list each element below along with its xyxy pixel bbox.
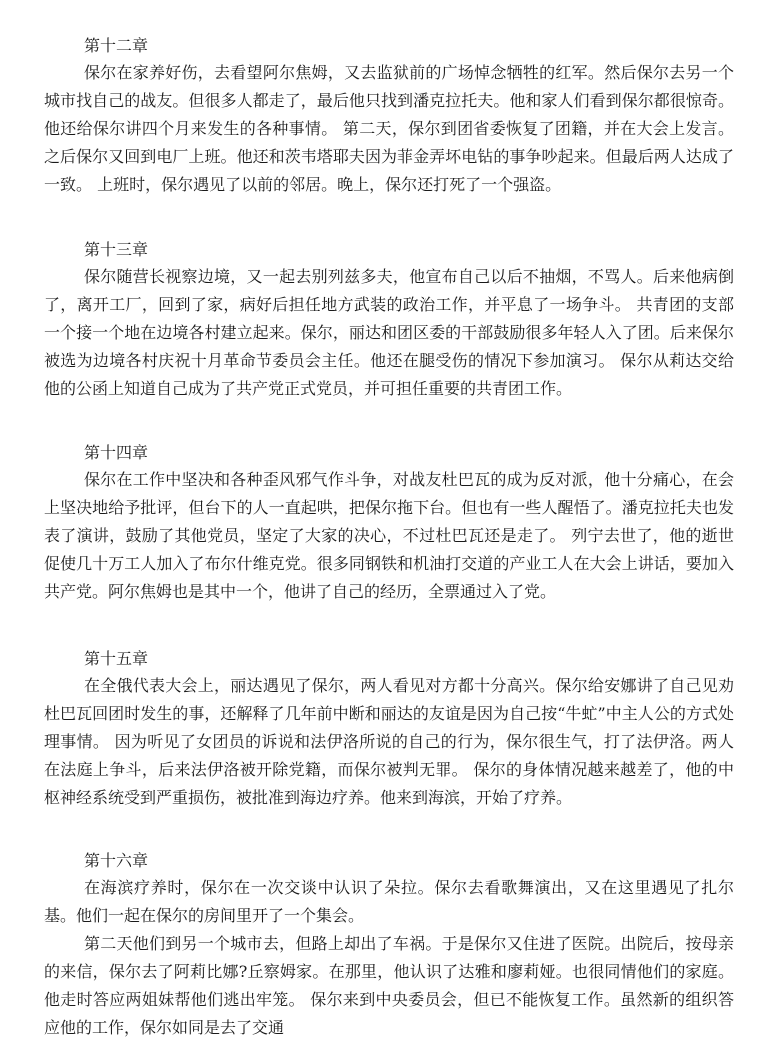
chapter-12 bbox=[44, 32, 734, 199]
chapter-title: 第十四章 bbox=[84, 443, 149, 462]
chapter-paragraph: 保尔在家养好伤，去看望阿尔焦姆，又去监狱前的广场悼念牺牲的红军。然后保尔去另一个城市找自己的战友。但很多人都走了，最后他只找到潘克拉托夫。他和家人们看到保尔都很惊奇。他还给保尔讲四个月来发生的各种事情。 第二天，保尔到团省委恢复了团籍，并在大会上发言。之后保尔又回到电厂上班。他还和茨韦塔耶夫因为菲金弄坏电钻的事争吵起来。但最后两人达成了一致。 上班时，保尔遇见了以前的邻居。晚上，保尔还打死了一个强盗。 bbox=[44, 63, 734, 194]
chapter-13 bbox=[44, 236, 734, 403]
chapter-title: 第十六章 bbox=[84, 851, 149, 870]
chapter-title: 第十三章 bbox=[84, 240, 149, 259]
chapter-paragraph: 保尔在工作中坚决和各种歪风邪气作斗争，对战友杜巴瓦的成为反对派，他十分痛心，在会上坚决地给予批评，但台下的人一直起哄，把保尔拖下台。但也有一些人醒悟了。潘克拉托夫也发表了演讲，鼓励了其他党员，坚定了大家的决心，不过杜巴瓦还是走了。 列宁去世了，他的逝世促使几十万工人加入了布尔什维克党。很多同钢铁和机油打交道的产业工人在大会上讲话，要加入共产党。阿尔焦姆也是其中一个，他讲了自己的经历，全票通过入了党。 bbox=[44, 470, 734, 601]
chapter-paragraph: 在全俄代表大会上，丽达遇见了保尔，两人看见对方都十分高兴。保尔给安娜讲了自己见劝杜巴瓦回团时发生的事，还解释了几年前中断和丽达的友谊是因为自己按“牛虻”中主人公的方式处理事情。 因为听见了女团员的诉说和法伊洛所说的自己的行为，保尔很生气，打了法伊洛。两人在法庭上争斗，后来法伊洛被开除党籍，而保尔被判无罪。 保尔的身体情况越来越差了，他的中枢神经系统受到严重损伤，被批准到海边疗养。他来到海滨，开始了疗养。 bbox=[44, 676, 734, 807]
chapter-paragraph: 保尔随营长视察边境，又一起去别列兹多夫，他宣布自己以后不抽烟，不骂人。后来他病倒了，离开工厂，回到了家，病好后担任地方武装的政治工作，并平息了一场争斗。 共青团的支部一个接一个地在边境各村建立起来。保尔，丽达和团区委的干部鼓励很多年轻人入了团。后来保尔被选为边境各村庆祝十月革命节委员会主任。他还在腿受伤的情况下参加演习。 保尔从莉达交给他的公函上知道自己成为了共产党正式党员，并可担任重要的共青团工作。 bbox=[44, 267, 734, 398]
chapter-paragraph: 在海滨疗养时，保尔在一次交谈中认识了朵拉。保尔去看歌舞演出，又在这里遇见了扎尔基。他们一起在保尔的房间里开了一个集会。 bbox=[44, 878, 734, 925]
chapter-15 bbox=[44, 645, 734, 812]
chapter-title: 第十五章 bbox=[84, 649, 149, 668]
chapter-title: 第十二章 bbox=[84, 36, 149, 55]
chapter-16 bbox=[44, 847, 734, 1042]
chapter-14 bbox=[44, 439, 734, 606]
chapter-paragraph: 第二天他们到另一个城市去，但路上却出了车祸。于是保尔又住进了医院。出院后，按母亲的来信，保尔去了阿莉比娜?丘察姆家。在那里，他认识了达雅和廖莉娅。也很同情他们的家庭。他走时答应两姐妹帮他们逃出牢笼。 保尔来到中央委员会，但已不能恢复工作。虽然新的组织答应他的工作，保尔如同是去了交通 bbox=[44, 934, 734, 1037]
